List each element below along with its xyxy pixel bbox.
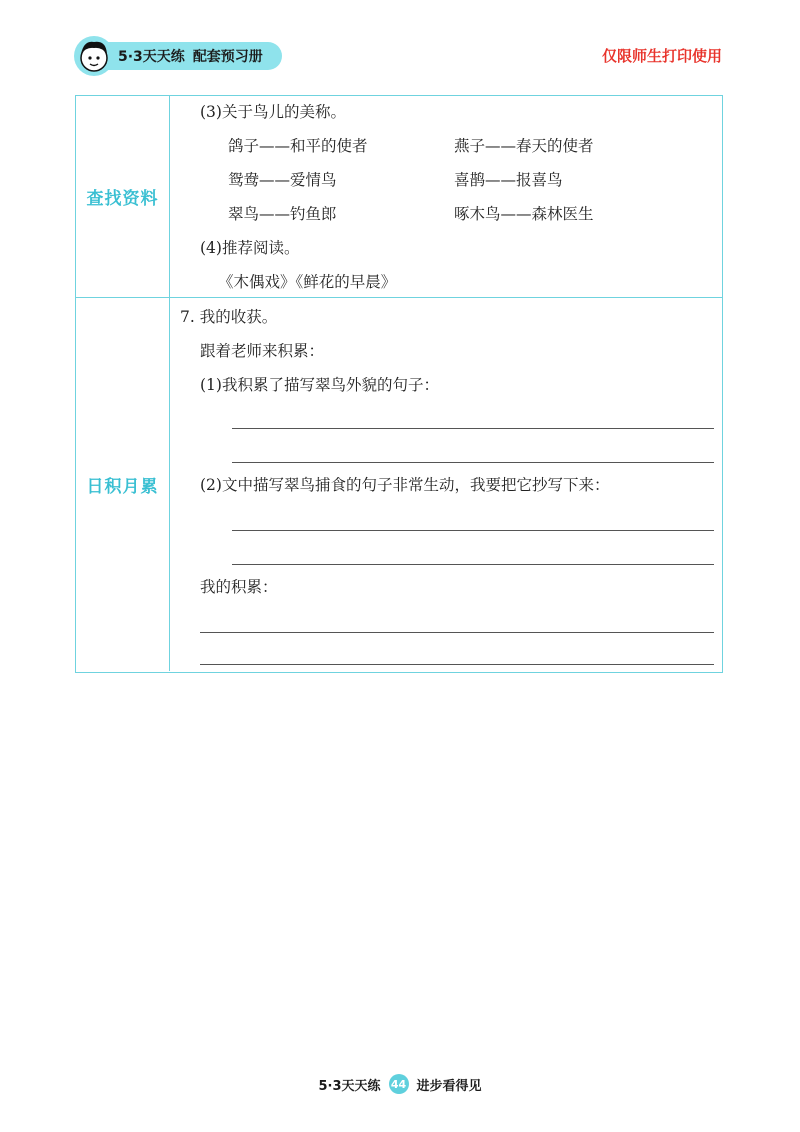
nickname-right-1: 燕子——春天的使者 bbox=[454, 137, 594, 155]
header-brand bbox=[118, 46, 263, 68]
question-7: 7. 我的收获。 bbox=[180, 308, 278, 326]
answer-line[interactable] bbox=[200, 664, 714, 665]
section-research-content bbox=[170, 96, 722, 297]
sub-question-1: (1)我积累了描写翠鸟外貌的句子： bbox=[200, 376, 439, 394]
print-notice: 仅限师生打印使用 bbox=[601, 47, 722, 65]
item3-title: (3)关于鸟儿的美称。 bbox=[200, 103, 346, 121]
answer-line[interactable] bbox=[232, 462, 714, 463]
my-accumulation-label: 我的积累： bbox=[200, 578, 278, 596]
answer-line[interactable] bbox=[232, 530, 714, 531]
nickname-left-3: 翠鸟——钓鱼郎 bbox=[228, 205, 337, 223]
section-label-accumulation: 日积月累 bbox=[76, 298, 170, 671]
answer-line[interactable] bbox=[232, 428, 714, 429]
accumulate-intro: 跟着老师来积累： bbox=[200, 342, 325, 360]
sub-question-2: (2)文中描写翠鸟捕食的句子非常生动，我要把它抄写下来： bbox=[200, 476, 610, 494]
footer-slogan: 进步看得见 bbox=[416, 1078, 482, 1094]
page-footer bbox=[0, 1072, 800, 1096]
nickname-left-1: 鸽子——和平的使者 bbox=[228, 137, 368, 155]
nickname-right-2: 喜鹊——报喜鸟 bbox=[454, 171, 563, 189]
nickname-right-3: 啄木鸟——森林医生 bbox=[454, 205, 594, 223]
page-number: 44 bbox=[389, 1074, 409, 1094]
brand-main: 5·3天天练 bbox=[118, 49, 185, 65]
answer-line[interactable] bbox=[200, 632, 714, 633]
section-accumulation-content bbox=[170, 298, 722, 671]
item4-title: (4)推荐阅读。 bbox=[200, 239, 300, 257]
section-research bbox=[76, 96, 722, 298]
section-accumulation bbox=[76, 298, 722, 671]
footer-brand: 5·3天天练 bbox=[318, 1078, 381, 1094]
section-label-research: 查找资料 bbox=[76, 96, 170, 297]
nickname-left-2: 鸳鸯——爱情鸟 bbox=[228, 171, 337, 189]
brand-sub: 配套预习册 bbox=[192, 49, 263, 65]
answer-line[interactable] bbox=[232, 564, 714, 565]
recommended-books: 《木偶戏》《鲜花的早晨》 bbox=[218, 273, 397, 291]
worksheet-table bbox=[75, 95, 723, 673]
cartoon-boy-logo-icon bbox=[72, 34, 116, 78]
